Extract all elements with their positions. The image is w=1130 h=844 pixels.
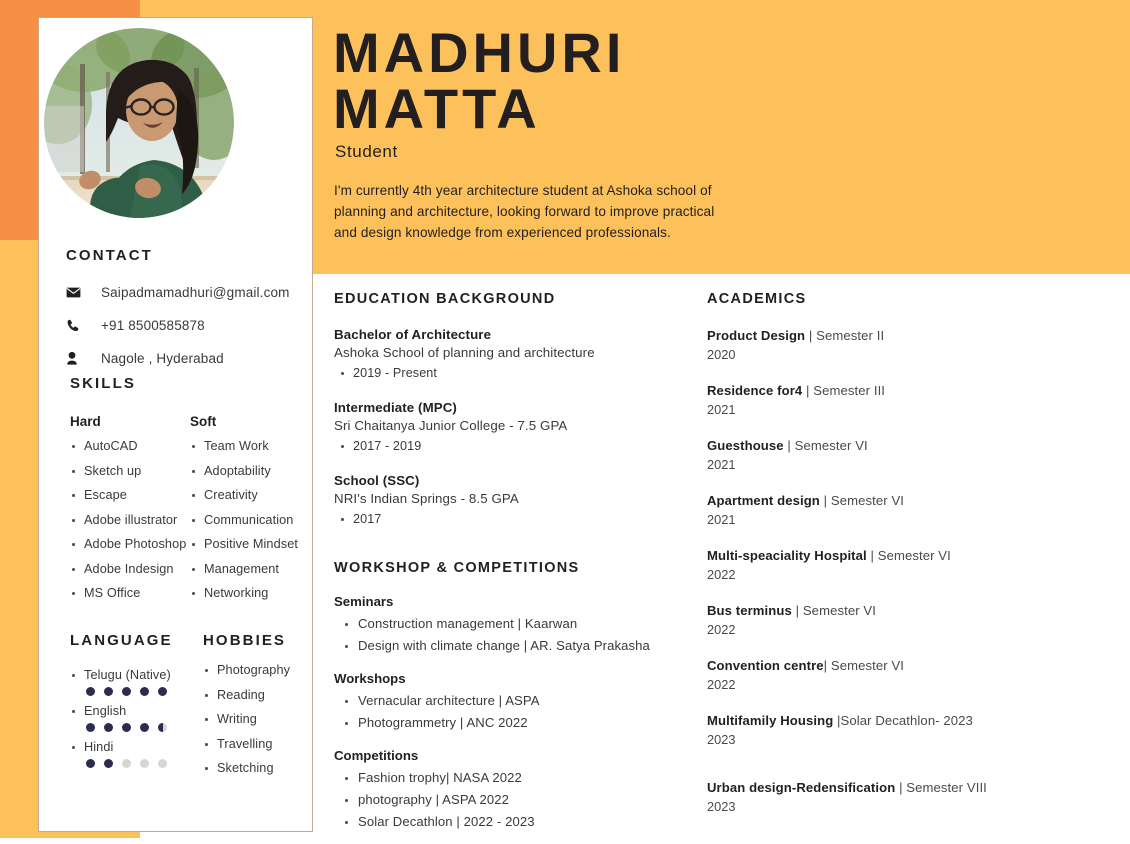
list-item: Design with climate change | AR. Satya Prakasha bbox=[334, 638, 694, 653]
education-entry bbox=[334, 473, 694, 526]
academics-semester: | Semester II bbox=[805, 328, 885, 343]
contact-location: Nagole , Hyderabad bbox=[101, 351, 224, 366]
list-item: AutoCAD bbox=[70, 439, 190, 453]
academics-year: 2021 bbox=[707, 457, 736, 472]
academics-project: Product Design bbox=[707, 328, 806, 343]
profile-photo-illustration bbox=[44, 28, 234, 218]
education-degree: Intermediate (MPC) bbox=[334, 400, 457, 415]
contact-row-email[interactable] bbox=[66, 280, 306, 305]
language-item-english bbox=[70, 704, 195, 732]
academics-year: 2021 bbox=[707, 402, 736, 417]
academics-entry bbox=[707, 548, 1037, 582]
academics-semester: | Semester VI bbox=[783, 438, 868, 453]
list-item: Sketch up bbox=[70, 464, 190, 478]
rating-dot bbox=[158, 687, 167, 696]
first-name: MADHURI bbox=[333, 21, 626, 84]
education-degree: School (SSC) bbox=[334, 473, 420, 488]
workshops-group-seminars bbox=[334, 594, 694, 653]
rating-dot bbox=[104, 723, 113, 732]
skills-soft-list bbox=[190, 439, 310, 600]
list-item: Communication bbox=[190, 513, 310, 527]
contact-phone: +91 8500585878 bbox=[101, 318, 205, 333]
page-title bbox=[333, 21, 853, 140]
education-years: 2019 - Present bbox=[334, 366, 694, 380]
avatar bbox=[44, 28, 234, 218]
rating-dot bbox=[122, 759, 131, 768]
education-entry bbox=[334, 327, 694, 380]
academics-project: Apartment design bbox=[707, 493, 820, 508]
list-item: Networking bbox=[190, 586, 310, 600]
academics-project: Residence for4 bbox=[707, 383, 803, 398]
list-item: photography | ASPA 2022 bbox=[334, 792, 694, 807]
language-rating-english bbox=[70, 723, 195, 732]
envelope-icon bbox=[66, 287, 88, 298]
academics-year: 2022 bbox=[707, 677, 736, 692]
academics-project: Multi-speaciality Hospital bbox=[707, 548, 867, 563]
academics-semester: | Semester VIII bbox=[895, 780, 987, 795]
hobbies-heading: HOBBIES bbox=[203, 632, 287, 649]
education-column bbox=[334, 291, 694, 836]
skills-hard-list bbox=[70, 439, 190, 600]
academics-project: Urban design-Redensification bbox=[707, 780, 896, 795]
academics-year: 2023 bbox=[707, 799, 736, 814]
rating-dot bbox=[104, 687, 113, 696]
academics-column bbox=[707, 291, 1037, 814]
list-item: Fashion trophy| NASA 2022 bbox=[334, 770, 694, 785]
skills-column-soft bbox=[190, 414, 310, 611]
phone-icon bbox=[66, 319, 88, 333]
contact-heading: CONTACT bbox=[66, 247, 153, 264]
workshops-heading: WORKSHOP & COMPETITIONS bbox=[334, 560, 580, 576]
workshops-group-workshops bbox=[334, 671, 694, 730]
rating-dot bbox=[86, 723, 95, 732]
academics-entry bbox=[707, 780, 1037, 814]
list-item: Adoptability bbox=[190, 464, 310, 478]
academics-entry bbox=[707, 603, 1037, 637]
skills-column-hard bbox=[70, 414, 190, 611]
list-item: Management bbox=[190, 562, 310, 576]
rating-dot bbox=[158, 759, 167, 768]
last-name: MATTA bbox=[333, 77, 541, 140]
contact-email: Saipadmamadhuri@gmail.com bbox=[101, 285, 290, 300]
academics-heading: ACADEMICS bbox=[707, 291, 807, 307]
academics-semester: | Semester VI bbox=[819, 493, 905, 508]
contact-list bbox=[66, 280, 306, 379]
education-years: 2017 bbox=[334, 512, 694, 526]
group-label: Competitions bbox=[334, 748, 419, 763]
language-rating-hindi bbox=[70, 759, 195, 768]
academics-year: 2021 bbox=[707, 512, 736, 527]
academics-semester: | Semester III bbox=[802, 383, 886, 398]
rating-dot bbox=[86, 687, 95, 696]
academics-year: 2020 bbox=[707, 347, 736, 362]
academics-project: Convention centre bbox=[707, 658, 824, 673]
academics-entry bbox=[707, 328, 1037, 362]
academics-year: 2023 bbox=[707, 732, 736, 747]
language-list bbox=[70, 668, 195, 776]
language-heading: LANGUAGE bbox=[70, 632, 173, 649]
list-item: MS Office bbox=[70, 586, 190, 600]
education-entry bbox=[334, 400, 694, 453]
list-item: Sketching bbox=[203, 761, 318, 775]
hobbies-list bbox=[203, 663, 318, 786]
language-rating-telugu bbox=[70, 687, 195, 696]
list-item: Construction management | Kaarwan bbox=[334, 616, 694, 631]
academics-year: 2022 bbox=[707, 567, 736, 582]
rating-dot bbox=[140, 759, 149, 768]
skills-soft-label: Soft bbox=[190, 414, 217, 429]
academics-project: Bus terminus bbox=[707, 603, 792, 618]
list-item: Travelling bbox=[203, 737, 318, 751]
academics-project: Guesthouse bbox=[707, 438, 784, 453]
list-item: Adobe Indesign bbox=[70, 562, 190, 576]
list-item: Reading bbox=[203, 688, 318, 702]
group-label: Workshops bbox=[334, 671, 406, 686]
list-item: Escape bbox=[70, 488, 190, 502]
rating-dot bbox=[122, 723, 131, 732]
location-pin-icon bbox=[66, 351, 88, 366]
skills-grid bbox=[70, 414, 310, 611]
rating-dot-half bbox=[158, 723, 167, 732]
academics-entry bbox=[707, 493, 1037, 527]
list-item: Positive Mindset bbox=[190, 537, 310, 551]
academics-project: Multifamily Housing bbox=[707, 713, 834, 728]
rating-dot bbox=[86, 759, 95, 768]
education-years: 2017 - 2019 bbox=[334, 439, 694, 453]
education-institution: Sri Chaitanya Junior College - 7.5 GPA bbox=[334, 418, 568, 433]
academics-entry bbox=[707, 658, 1037, 692]
academics-entry bbox=[707, 383, 1037, 417]
education-degree: Bachelor of Architecture bbox=[334, 327, 492, 342]
language-name: Hindi bbox=[70, 740, 195, 754]
academics-entry bbox=[707, 438, 1037, 472]
rating-dot bbox=[104, 759, 113, 768]
profile-summary: I'm currently 4th year architecture student at Ashoka school of planning and architecture, looking forward to improve practical and design knowledge from experienced professionals. bbox=[334, 183, 715, 240]
academics-semester: | Semester VI bbox=[823, 658, 905, 673]
language-name: Telugu (Native) bbox=[70, 668, 195, 682]
list-item: Adobe illustrator bbox=[70, 513, 190, 527]
job-role: Student bbox=[335, 142, 398, 161]
rating-dot bbox=[122, 687, 131, 696]
language-item-telugu bbox=[70, 668, 195, 696]
language-item-hindi bbox=[70, 740, 195, 768]
academics-semester: | Semester VI bbox=[791, 603, 876, 618]
list-item: Creativity bbox=[190, 488, 310, 502]
academics-year: 2022 bbox=[707, 622, 736, 637]
list-item: Adobe Photoshop bbox=[70, 537, 190, 551]
language-name: English bbox=[70, 704, 195, 718]
list-item: Photogrammetry | ANC 2022 bbox=[334, 715, 694, 730]
academics-semester: | Semester VI bbox=[866, 548, 951, 563]
rating-dot bbox=[140, 723, 149, 732]
education-institution: Ashoka School of planning and architecture bbox=[334, 345, 595, 360]
list-item: Writing bbox=[203, 712, 318, 726]
skills-heading: SKILLS bbox=[70, 375, 136, 392]
list-item: Vernacular architecture | ASPA bbox=[334, 693, 694, 708]
education-institution: NRI's Indian Springs - 8.5 GPA bbox=[334, 491, 519, 506]
academics-semester: |Solar Decathlon- 2023 bbox=[833, 713, 973, 728]
group-label: Seminars bbox=[334, 594, 394, 609]
list-item: Solar Decathlon | 2022 - 2023 bbox=[334, 814, 694, 829]
academics-entry bbox=[707, 713, 1037, 747]
list-item: Team Work bbox=[190, 439, 310, 453]
education-heading: EDUCATION BACKGROUND bbox=[334, 291, 556, 307]
contact-row-location[interactable] bbox=[66, 346, 306, 371]
workshops-group-competitions bbox=[334, 748, 694, 829]
rating-dot bbox=[140, 687, 149, 696]
list-item: Photography bbox=[203, 663, 318, 677]
skills-hard-label: Hard bbox=[70, 414, 101, 429]
contact-row-phone[interactable] bbox=[66, 313, 306, 338]
